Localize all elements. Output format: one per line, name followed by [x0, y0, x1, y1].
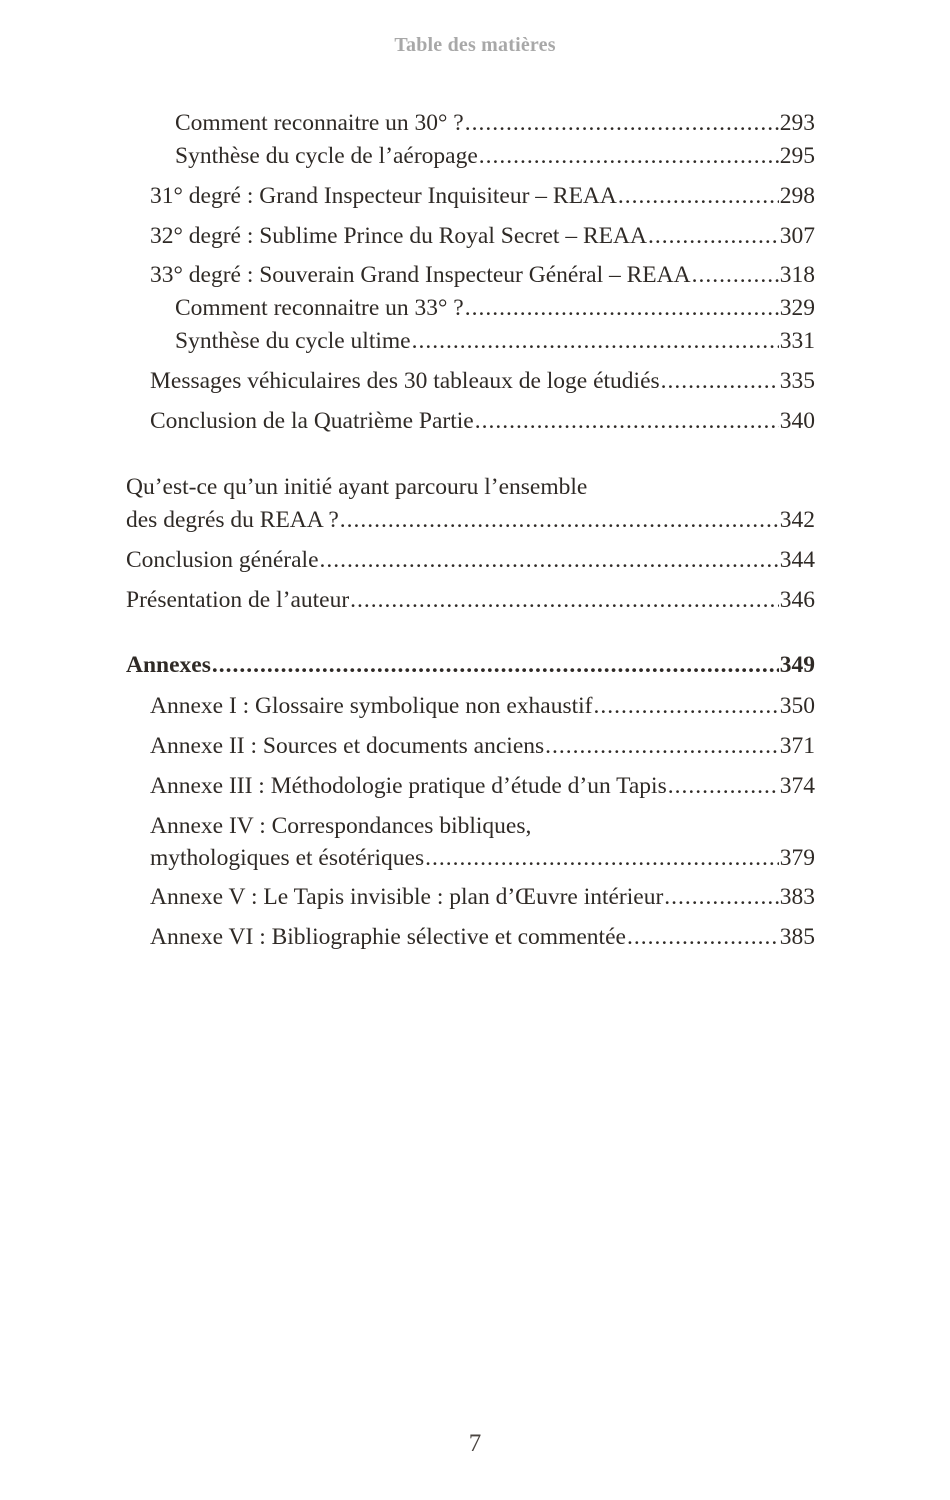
dot-leader: [545, 730, 779, 763]
toc-entry: [150, 365, 815, 398]
toc-entry-page: 385: [779, 924, 815, 950]
running-head: Table des matières: [394, 34, 556, 56]
toc-section-annexes: [126, 649, 815, 682]
dot-leader: [340, 504, 779, 537]
toc-entry-label: Comment reconnaitre un 33° ?: [175, 295, 464, 321]
toc-entry: [126, 544, 815, 577]
toc-entry-page: 335: [779, 368, 815, 394]
dot-leader: [465, 292, 779, 325]
toc-entry-page: 295: [779, 143, 815, 169]
toc-entry-page: 383: [779, 884, 815, 910]
toc-entry-label: Annexe VI : Bibliographie sélective et commentée: [150, 924, 626, 950]
toc-entry-page: 342: [779, 507, 815, 533]
toc-entry-label: Messages véhiculaires des 30 tableaux de loge étudiés: [150, 368, 660, 394]
toc-entry: [175, 107, 815, 140]
toc-entry-page: 307: [779, 223, 815, 249]
toc-entry: [175, 325, 815, 358]
dot-leader: [350, 584, 779, 617]
toc-entry-label: 31° degré : Grand Inspecteur Inquisiteur – REAA: [150, 183, 617, 209]
toc-entry-page: 331: [779, 328, 815, 354]
toc-entry: [126, 584, 815, 617]
dot-leader: [664, 881, 778, 914]
dot-leader: [465, 107, 779, 140]
toc-entry: [150, 259, 815, 292]
dot-leader: [212, 649, 779, 682]
toc-entry-label: Annexe V : Le Tapis invisible : plan d’Œuvre intérieur: [150, 884, 664, 910]
toc-entry-label: Annexe II : Sources et documents anciens: [150, 733, 545, 759]
toc-entry-page: 374: [779, 773, 815, 799]
toc-entry-page: 346: [779, 587, 815, 613]
toc-entry: [150, 180, 815, 213]
dot-leader: [661, 365, 779, 398]
dot-leader: [425, 842, 779, 875]
toc-entry: [175, 140, 815, 173]
dot-leader: [648, 220, 779, 253]
toc-entry-label: Présentation de l’auteur: [126, 587, 350, 613]
dot-leader: [475, 405, 779, 438]
toc-entry: [150, 220, 815, 253]
dot-leader: [692, 259, 779, 292]
toc-entry-label-line2: mythologiques et ésotériques: [150, 845, 425, 871]
toc-entry: [150, 730, 815, 763]
toc-entry-page: 379: [779, 845, 815, 871]
toc-entry-page: 344: [779, 547, 815, 573]
toc-entry-label: Synthèse du cycle de l’aéropage: [175, 143, 478, 169]
toc-entry: [150, 921, 815, 954]
toc-entry-page: 298: [779, 183, 815, 209]
toc-entry-label: Annexe I : Glossaire symbolique non exhaustif: [150, 693, 593, 719]
toc-entry-label: Conclusion de la Quatrième Partie: [150, 408, 474, 434]
dot-leader: [668, 770, 779, 803]
toc-entry-label: Annexe III : Méthodologie pratique d’étude d’un Tapis: [150, 773, 667, 799]
toc-entry: [175, 292, 815, 325]
toc-entry: [150, 881, 815, 914]
toc-entry-page: 350: [779, 693, 815, 719]
toc-entry: [150, 770, 815, 803]
toc-entry-label: Annexes: [126, 652, 211, 678]
dot-leader: [627, 921, 779, 954]
toc-entry-page: 293: [779, 110, 815, 136]
dot-leader: [479, 140, 779, 173]
dot-leader: [618, 180, 779, 213]
toc-entry-label: Conclusion générale: [126, 547, 319, 573]
toc-entry-label-line2: des degrés du REAA ?: [126, 507, 339, 533]
toc-entry-page: 329: [779, 295, 815, 321]
toc-entry-label-line1: Qu’est-ce qu’un initié ayant parcouru l’ensemble: [126, 474, 588, 500]
toc-entry-label: Synthèse du cycle ultime: [175, 328, 411, 354]
toc-entry-page: 340: [779, 408, 815, 434]
toc-entry-page: 318: [779, 262, 815, 288]
toc-entry-page: 349: [779, 652, 815, 678]
toc-entry-label: 32° degré : Sublime Prince du Royal Secret – REAA: [150, 223, 647, 249]
toc-entry-page: 371: [779, 733, 815, 759]
toc-entry: [150, 405, 815, 438]
toc-entry: [126, 504, 815, 537]
dot-leader: [594, 690, 779, 723]
dot-leader: [412, 325, 779, 358]
toc-entry-label: Comment reconnaitre un 30° ?: [175, 110, 464, 136]
page-number: 7: [468, 1430, 482, 1457]
dot-leader: [320, 544, 779, 577]
toc-entry: [150, 842, 815, 875]
toc-entry: [150, 690, 815, 723]
toc-entry-label-line1: Annexe IV : Correspondances bibliques,: [150, 813, 532, 839]
toc-entry-label: 33° degré : Souverain Grand Inspecteur Général – REAA: [150, 262, 691, 288]
